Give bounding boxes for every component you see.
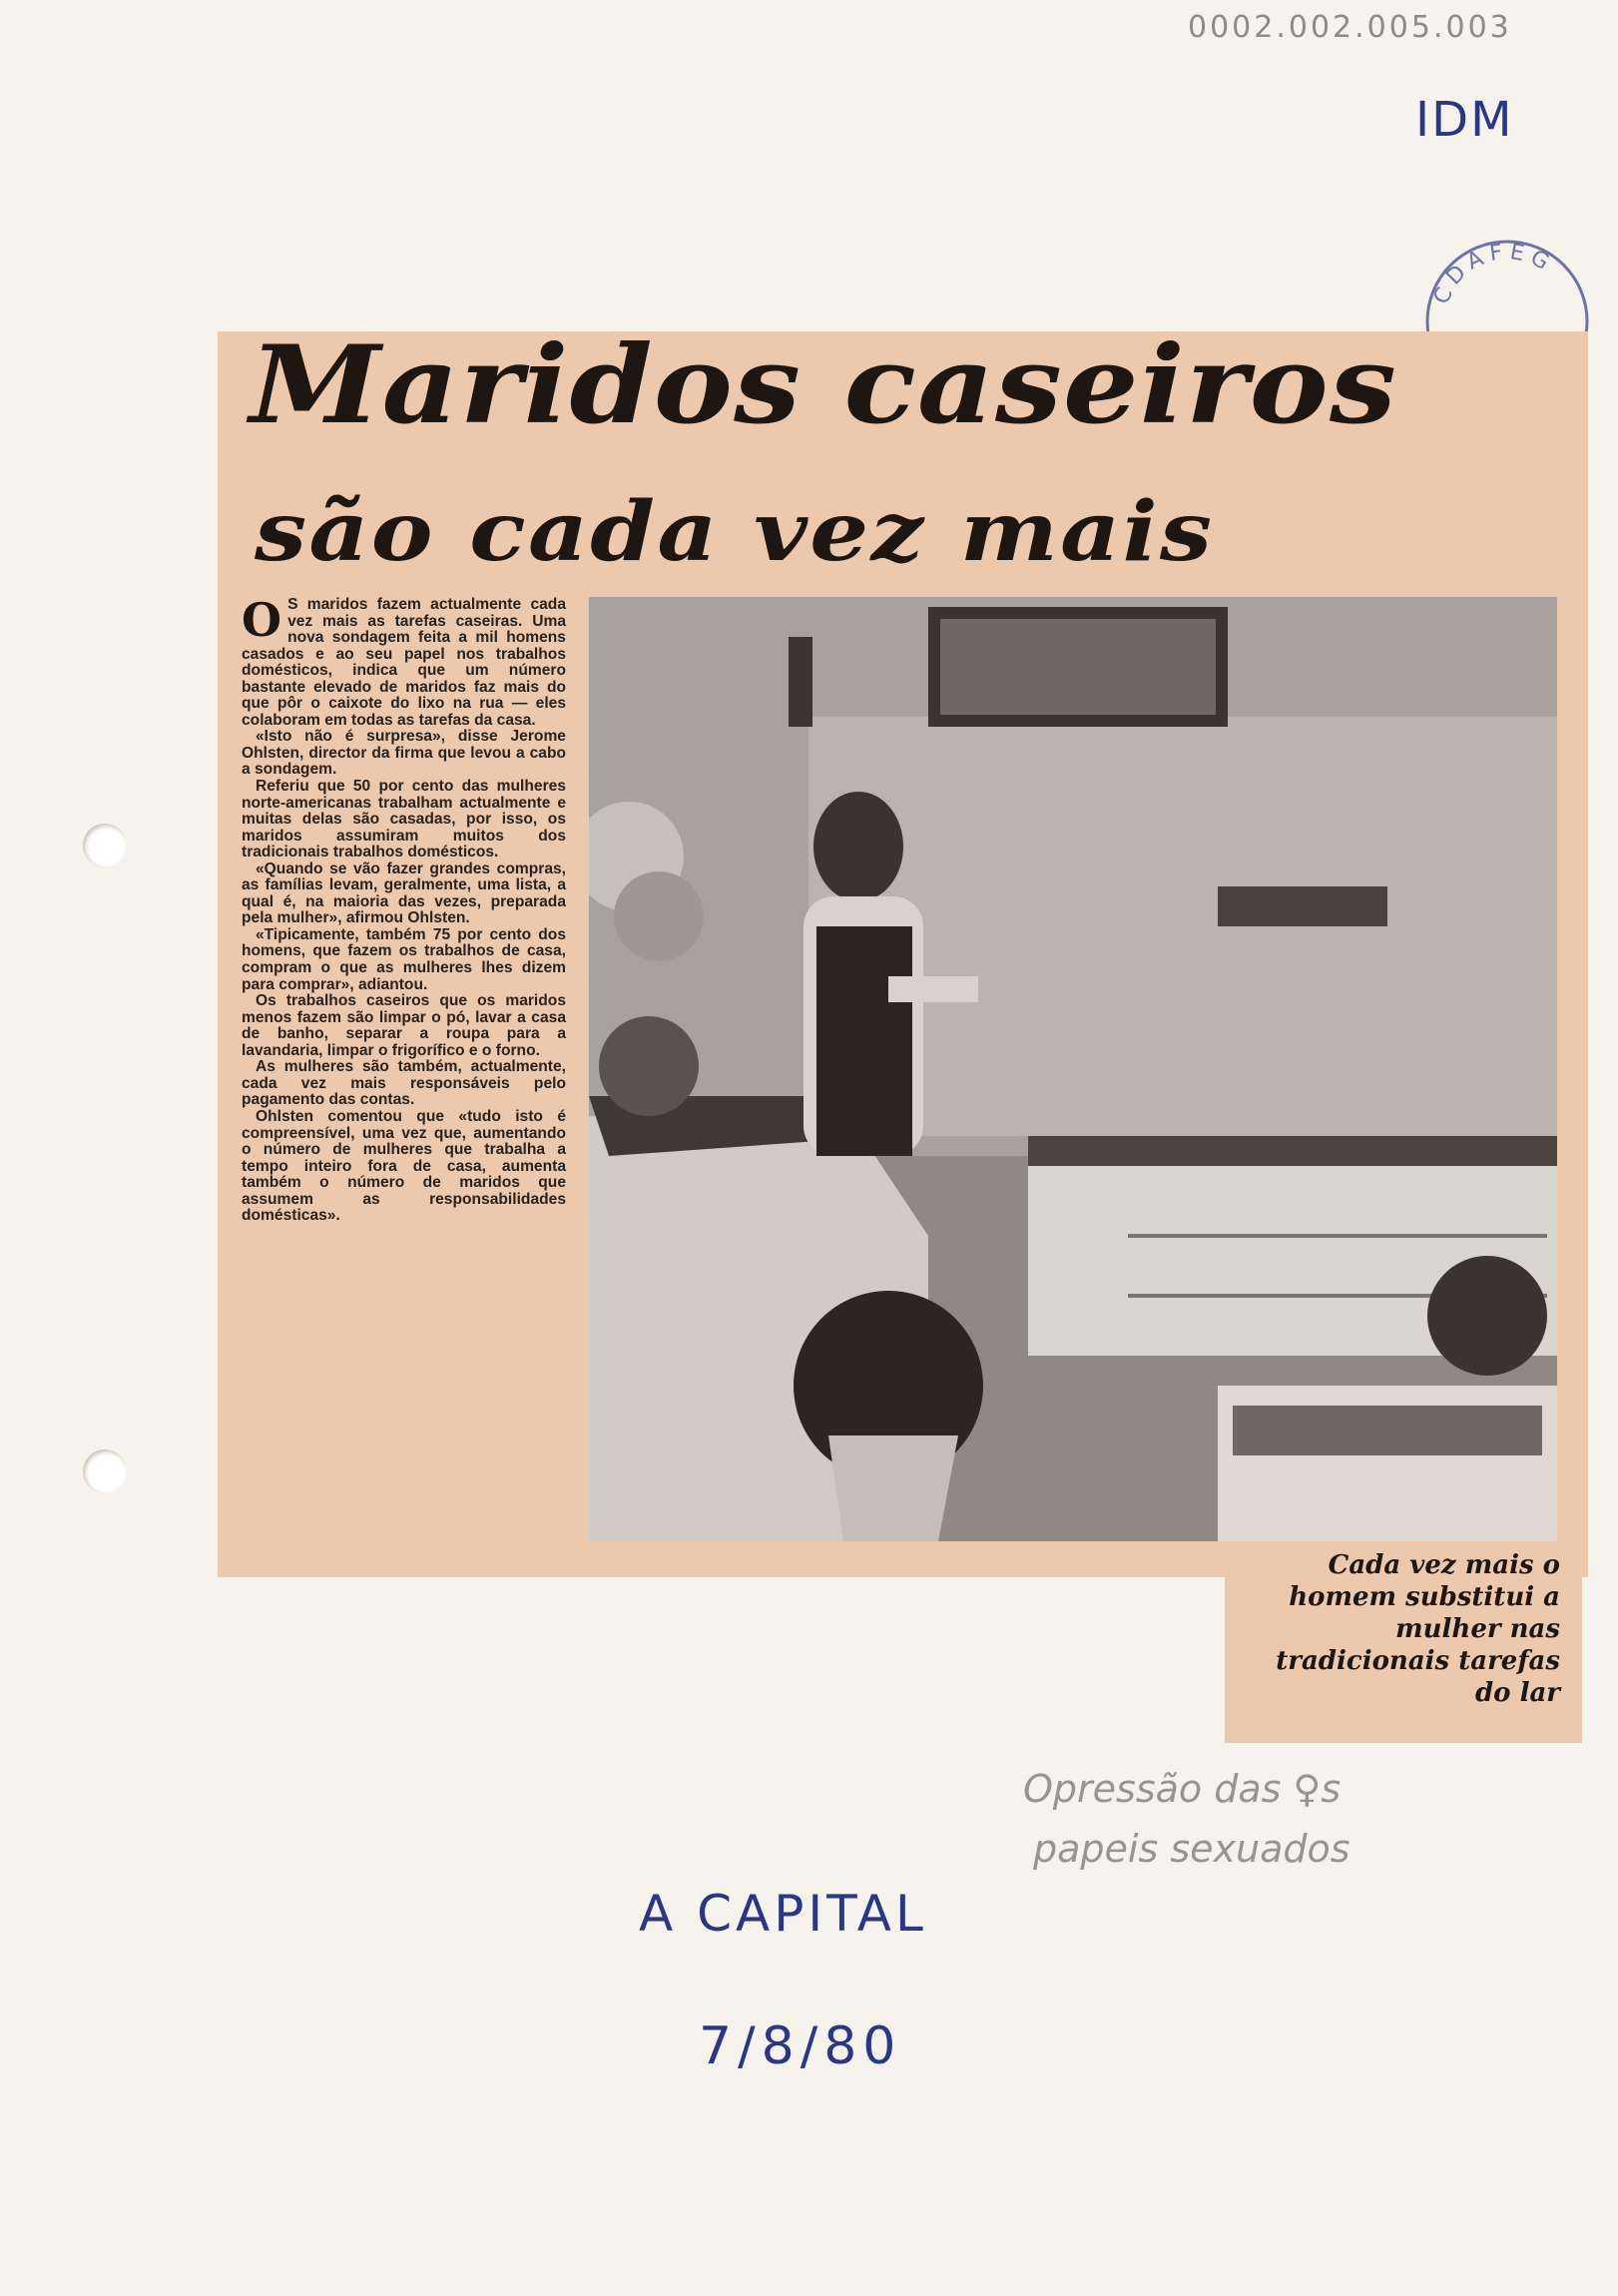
stamp-top-text: CDAFEG [1428, 239, 1559, 308]
archive-initials: IDM [1415, 92, 1514, 148]
headline-line-1: Maridos caseiros [250, 322, 1397, 448]
source-newspaper: A CAPITAL [639, 1885, 927, 1943]
article-paragraph: As mulheres são também, actualmente, cada vez mais responsáveis pelo pagamento das contas. [242, 1058, 566, 1109]
article-paragraph: «Tipicamente, também 75 por cento dos homens, que fazem os trabalhos de casa, compram o que as mulheres lhes dizem para comprar», adiantou. [242, 925, 566, 993]
pencil-note-line-2: papeis sexuados [1033, 1827, 1350, 1871]
article-paragraph: Os trabalhos caseiros que os maridos menos fazem são limpar o pó, lavar a casa de banho, separar a roupa para a lavandaria, limpar o frigorífico e o forno. [242, 992, 566, 1059]
article-paragraph: «Isto não é surpresa», disse Jerome Ohlsten, director da firma que levou a cabo a sondagem. [242, 728, 566, 779]
publication-date: 7/8/80 [699, 2016, 902, 2076]
paragraph-text: S maridos fazem actualmente cada vez mais as tarefas caseiras. Uma nova sondagem feita a mil homens casados e ao seu papel nos trabalhos domésticos, indica que um número bastante elevado de maridos faz mais do que pôr o caixote do lixo na rua — eles colaboram em todas as tarefas da casa. [242, 596, 566, 729]
svg-text:CDAFEG [1429, 240, 1559, 308]
pencil-note-line-1: Opressão das ♀s [1023, 1767, 1342, 1811]
photo-caption: Cada vez mais o homem substitui a mulher nas tradicionais tarefas do lar [1276, 1550, 1560, 1708]
punch-hole-bottom [83, 1449, 127, 1493]
headline-line-2: são cada vez mais [255, 484, 1215, 580]
article-paragraph: «Quando se vão fazer grandes compras, as famílias levam, geralmente, uma lista, a qual é, na maioria das vezes, preparada pela mulher», afirmou Ohlsten. [242, 860, 566, 927]
punch-hole-top [83, 824, 127, 867]
article-paragraph: Ohlsten comentou que «tudo isto é compreensível, uma vez que, aumentando o número de mulheres que trabalha a tempo inteiro fora de casa, aumenta também o número de maridos que assumem as responsabilidades domésticas». [242, 1107, 566, 1225]
man-figure [813, 792, 903, 901]
kitchen-photo [589, 597, 1557, 1541]
article-paragraph [242, 593, 566, 729]
drop-cap: O [242, 593, 282, 647]
article-body [242, 593, 566, 1225]
article-paragraph: Referiu que 50 por cento das mulheres norte-americanas trabalham actualmente e muitas delas são casadas, por isso, os maridos assumiram muitos dos tradicionais trabalhos domésticos. [242, 778, 566, 861]
archive-code: 0002.002.005.003 [1188, 10, 1512, 45]
